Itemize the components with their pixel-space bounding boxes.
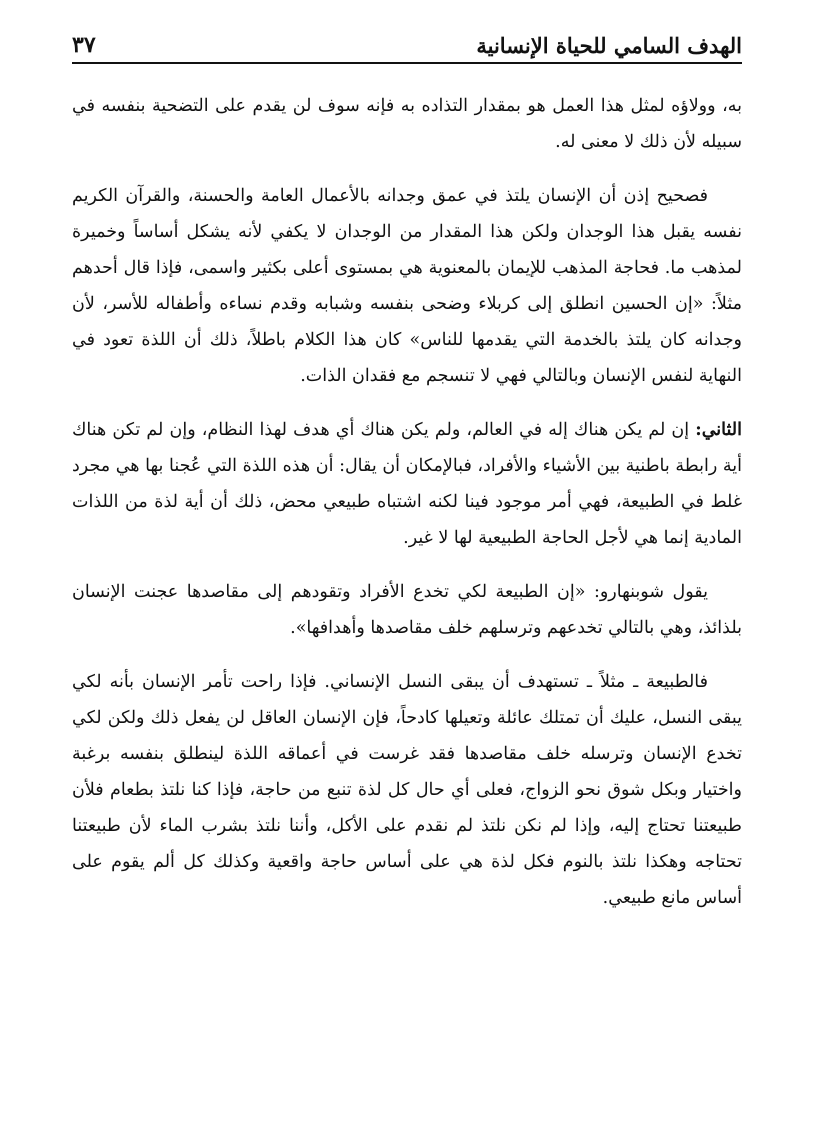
paragraph-3-text: إن لم يكن هناك إله في العالم، ولم يكن هناك أي هدف لهذا النظام، وإن لم تكن هناك أية رابطة باطنية بين الأشياء والأفراد، فبالإمكان أن يقال: أن هذه اللذة التي عُجنا بها هي مجرد غلط في الطبيعة، فهي أمر موجود فينا لكنه اشتباه طبيعي محض، ذلك أن أية لذة من اللذات المادية إنما هي لأجل الحاجة الطبيعية لها لا غير. (72, 420, 742, 548)
paragraph-3-lead: الثاني: (695, 420, 742, 440)
paragraph-5: فالطبيعة ـ مثلاً ـ تستهدف أن يبقى النسل الإنساني. فإذا راحت تأمر الإنسان بأنه لكي يبقى النسل، عليك أن تمتلك عائلة وتعيلها كادحاً، فإن الإنسان العاقل لن يفعل ذلك ولكن لكي تخدع الإنسان وترسله خلف مقاصدها فقد غرست في أعماقه اللذة لينطلق بنفسه برغبة واختيار وبكل شوق نحو الزواج، فعلى أي حال كل لذة تنبع من حاجة، فإذا كنا نلتذ بطعام فلأن طبيعتنا تحتاج إليه، وإذا لم نكن نلتذ لم نقدم على الأكل، وأننا نلتذ بشرب الماء لأن طبيعتنا تحتاجه وهكذا نلتذ بالنوم فكل لذة هي على أساس حاجة واقعية وكذلك كل ألم يقوم على أساس مانع طبيعي. (72, 672, 742, 908)
body-text (72, 88, 742, 916)
paragraph-3 (72, 412, 742, 556)
paragraph-1: به، وولاؤه لمثل هذا العمل هو بمقدار التذاده به فإنه سوف لن يقدم على التضحية بنفسه في سبيله لأن ذلك لا معنى له. (72, 96, 742, 152)
paragraph-2: فصحيح إذن أن الإنسان يلتذ في عمق وجدانه بالأعمال العامة والحسنة، والقرآن الكريم نفسه يقبل هذا الوجدان ولكن هذا المقدار من الوجدان لا يكفي لأنه يشكل أساساً وخميرة لمذهب ما. فحاجة المذهب للإيمان بالمعنوية هي بمستوى أعلى بكثير واسمى، فإذا قال أحدهم مثلاً: «إن الحسين انطلق إلى كربلاء وضحى بنفسه وشبابه وقدم نساءه وأطفاله للأسر، لأن وجدانه كان يلتذ بالخدمة التي يقدمها للناس» كان هذا الكلام باطلاً، ذلك أن اللذة تعود في النهاية لنفس الإنسان وبالتالي فهي لا تنسجم مع فقدان الذات. (72, 186, 742, 386)
page-header (72, 22, 742, 64)
running-title: الهدف السامي للحياة الإنسانية (476, 33, 742, 58)
paragraph-4: يقول شوبنهارو: «إن الطبيعة لكي تخدع الأفراد وتقودهم إلى مقاصدها عجنت الإنسان بلذائذ، وهي بالتالي تخدعهم وترسلهم خلف مقاصدها وأهدافها». (72, 582, 742, 638)
page-number: ٣٧ (72, 32, 96, 58)
book-page (72, 22, 742, 934)
